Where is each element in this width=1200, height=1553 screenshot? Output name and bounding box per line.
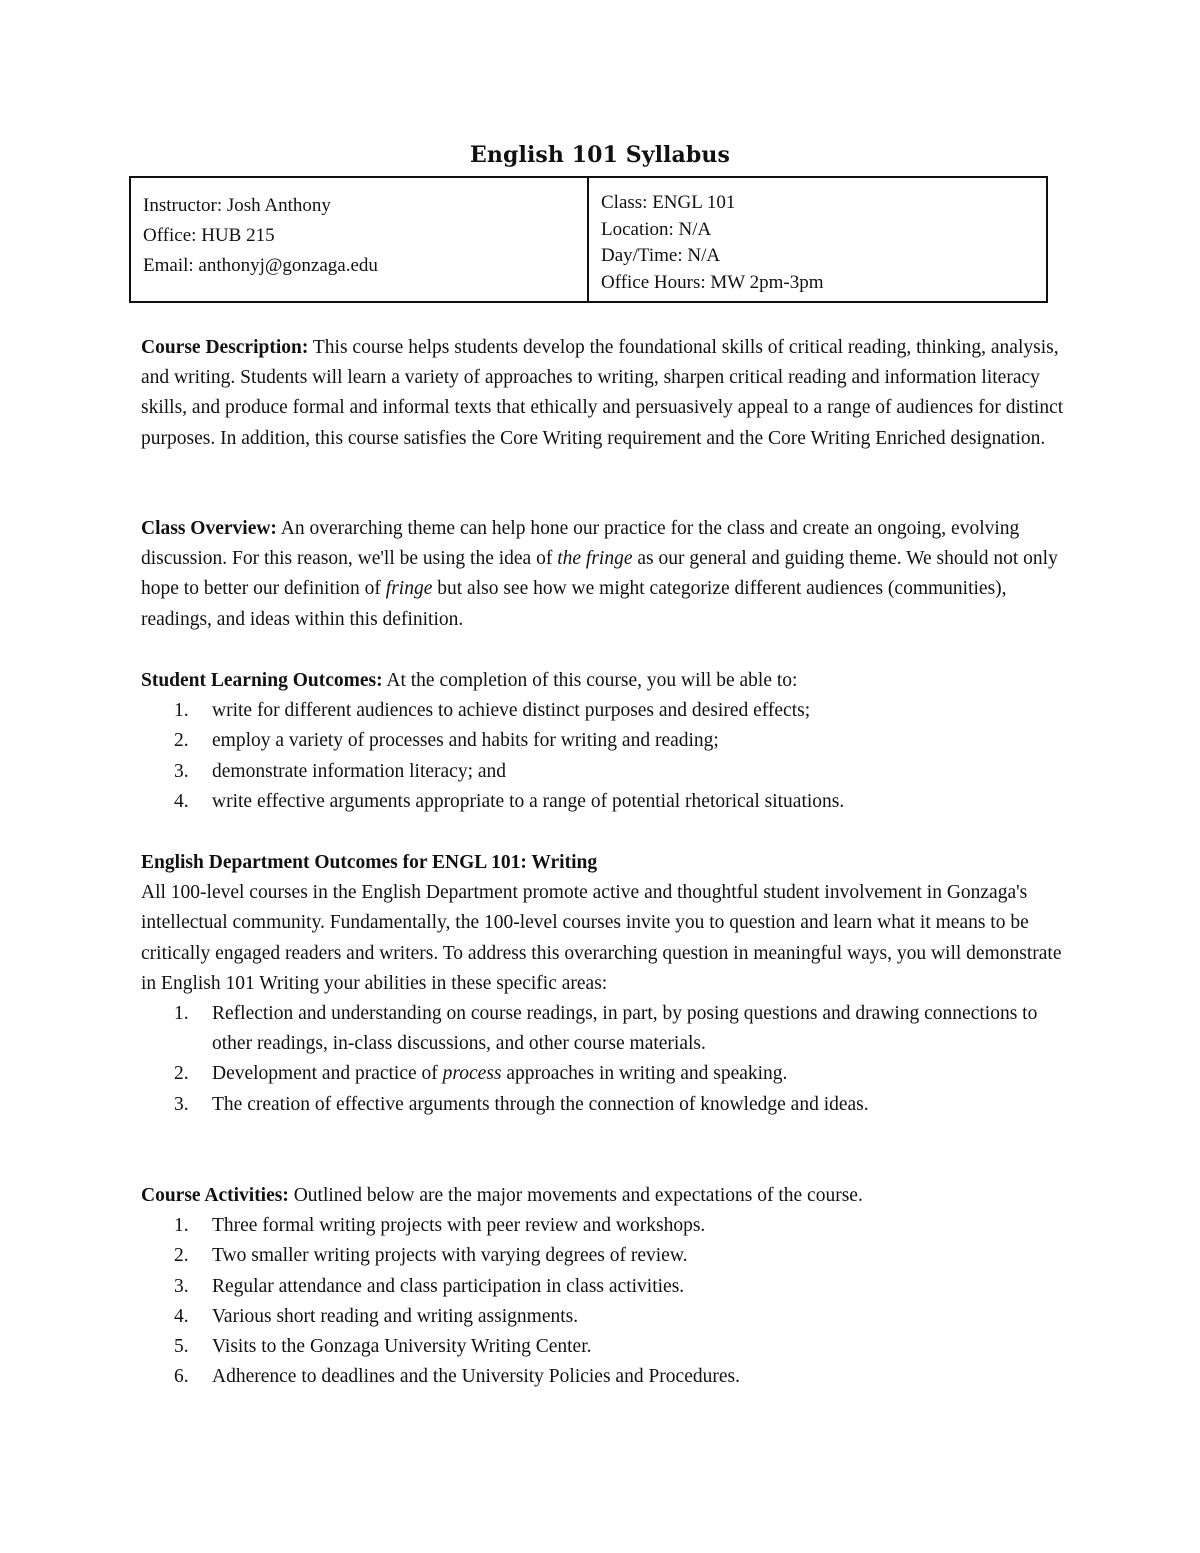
class-overview-text-3: but also see how we might categorize different audiences (communities), readings, and ideas within this definition. [141, 578, 1007, 630]
list-item-number: 2. [174, 1245, 189, 1267]
class-overview-text-2: as our general and guiding theme. We should not only hope to better our definition of [141, 548, 1058, 600]
list-item-text: Two smaller writing projects with varying degrees of review. [212, 1245, 688, 1267]
list-item [141, 1272, 1071, 1302]
learning-outcomes-section [141, 666, 1071, 817]
list-item-text-post: approaches in writing and speaking. [501, 1063, 788, 1085]
list-item [141, 1090, 1071, 1120]
class-overview-text-1: An overarching theme can help hone our practice for the class and create an ongoing, evolving discussion. For this reason, we'll be using the idea of [141, 518, 1020, 570]
list-item-emphasis: process [442, 1063, 502, 1085]
list-item-number: 2. [174, 1063, 189, 1085]
list-item [141, 1211, 1071, 1241]
list-item [141, 757, 1071, 787]
list-item-text: Reflection and understanding on course readings, in part, by posing questions and drawing connections to other readings, in-class discussions, and other course materials. [212, 1003, 1038, 1055]
list-item-text: Three formal writing projects with peer review and workshops. [212, 1215, 706, 1237]
class-info-cell [589, 178, 1046, 301]
course-description-text: This course helps students develop the foundational skills of critical reading, thinking, analysis, and writing. Students will learn a variety of approaches to writing, sharpen critical reading and information literacy skills, and produce formal and informal texts that ethically and persuasively appeal to a range of audiences for distinct purposes. In addition, this course satisfies the Core Writing requirement and the Core Writing Enriched designation. [141, 337, 1064, 449]
list-item-text: Regular attendance and class participation in class activities. [212, 1275, 685, 1297]
list-item-number: 4. [174, 790, 189, 812]
course-description-section [141, 333, 1071, 454]
list-item-text: Adherence to deadlines and the University Policies and Procedures. [212, 1366, 740, 1388]
list-item-number: 2. [174, 730, 189, 752]
office-line: Office: HUB 215 [143, 225, 275, 246]
course-activities-intro-line [141, 1181, 1071, 1211]
class-overview-emphasis-2: fringe [385, 578, 433, 600]
list-item-text: demonstrate information literacy; and [212, 760, 507, 782]
list-item-number: 3. [174, 760, 189, 782]
list-item-number: 5. [174, 1336, 189, 1358]
department-outcomes-heading: English Department Outcomes for ENGL 101: Writing [141, 852, 598, 873]
course-activities-intro: Outlined below are the major movements and expectations of the course. [288, 1185, 863, 1206]
list-item-number: 3. [174, 1093, 189, 1115]
list-item [141, 999, 1071, 1059]
instructor-info-cell [131, 178, 589, 301]
learning-outcomes-list [141, 696, 1071, 817]
email-line: Email: anthonyj@gonzaga.edu [143, 255, 378, 276]
list-item-text: Visits to the Gonzaga University Writing Center. [212, 1336, 592, 1358]
list-item [141, 787, 1071, 817]
class-overview-heading: Class Overview: [141, 518, 277, 539]
list-item-number: 1. [174, 700, 189, 722]
class-overview-section [141, 514, 1071, 635]
list-item-number: 1. [174, 1215, 189, 1237]
instructor-line: Instructor: Josh Anthony [143, 195, 331, 216]
course-activities-section [141, 1181, 1071, 1392]
course-info-table [129, 176, 1048, 303]
list-item-number: 6. [174, 1366, 189, 1388]
list-item [141, 1241, 1071, 1271]
list-item-text-pre: Development and practice of [212, 1063, 443, 1085]
day-time-line: Day/Time: N/A [601, 245, 721, 266]
class-overview-emphasis-1: the fringe [557, 548, 633, 570]
list-item-text: The creation of effective arguments through the connection of knowledge and ideas. [212, 1093, 869, 1115]
course-description-heading: Course Description: [141, 337, 309, 358]
list-item-text: employ a variety of processes and habits for writing and reading; [212, 730, 719, 752]
course-activities-heading: Course Activities: [141, 1185, 289, 1206]
list-item [141, 1362, 1071, 1392]
page-title: English 101 Syllabus [470, 142, 730, 168]
list-item [141, 726, 1071, 756]
list-item-number: 3. [174, 1275, 189, 1297]
list-item-text: write for different audiences to achieve distinct purposes and desired effects; [212, 700, 811, 722]
learning-outcomes-intro: At the completion of this course, you will be able to: [382, 670, 798, 691]
learning-outcomes-heading: Student Learning Outcomes: [141, 670, 383, 691]
list-item [141, 1332, 1071, 1362]
list-item [141, 1059, 1071, 1089]
list-item [141, 696, 1071, 726]
department-outcomes-list [141, 999, 1071, 1120]
learning-outcomes-intro-line [141, 666, 1071, 696]
office-hours-line: Office Hours: MW 2pm-3pm [601, 271, 824, 293]
list-item [141, 1302, 1071, 1332]
list-item-text: write effective arguments appropriate to a range of potential rhetorical situations. [212, 790, 845, 812]
list-item-number: 1. [174, 1003, 189, 1025]
course-activities-list [141, 1211, 1071, 1392]
department-outcomes-text: All 100-level courses in the English Department promote active and thoughtful student involvement in Gonzaga's intellectual community. Fundamentally, the 100-level courses invite you to question and learn what it means to be critically engaged readers and writers. To address this overarching question in meaningful ways, you will demonstrate in English 101 Writing your abilities in these specific areas: [141, 882, 1062, 994]
list-item-number: 4. [174, 1305, 189, 1327]
department-outcomes-section [141, 848, 1071, 1120]
class-line: Class: ENGL 101 [601, 192, 736, 213]
list-item-text: Various short reading and writing assignments. [212, 1305, 579, 1327]
location-line: Location: N/A [601, 218, 712, 240]
